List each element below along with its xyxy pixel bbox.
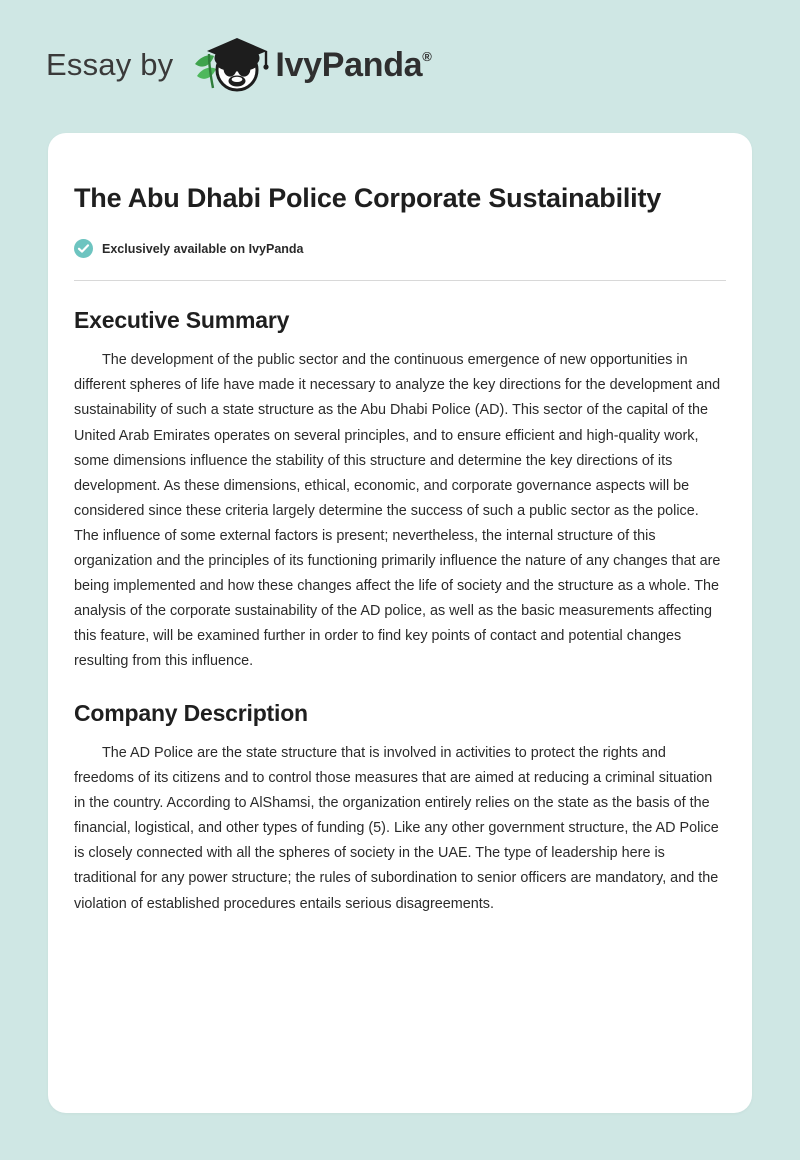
essay-by-label: Essay by bbox=[46, 47, 174, 82]
page-title: The Abu Dhabi Police Corporate Sustainability bbox=[74, 183, 662, 213]
section-heading: Executive Summary bbox=[74, 307, 290, 334]
section-paragraph: The AD Police are the state structure that is involved in activities to protect the rights and freedoms of its citizens and to control those measures that are aimed at reducing a criminal situation in the country. According to AlShamsi, the organization entirely relies on the state as the basis of the financial, logistical, and other types of funding (5). Like any other government structure, the AD Police is closely connected with all the spheres of society in the UAE. The type of leadership here is traditional for any power structure; the rules of subordination to senior officers are mandatory, and the violation of established procedures entails serious disagreements. bbox=[74, 745, 719, 912]
check-circle-icon bbox=[74, 239, 93, 258]
section-paragraph: The development of the public sector and the continuous emergence of new opportunities in different spheres of life have made it necessary to analyze the key directions for the development and sustainability of such a state structure as the Abu Dhabi Police (AD). This sector of the capital of the United Arab Emirates operates on several principles, and to ensure efficient and high-quality work, some dimensions influence the stability of this structure and determine the key directions of its development. As these dimensions, ethical, economic, and corporate governance aspects will be considered since these criteria largely determine the success of such a public sector as the police. The influence of some external factors is present; nevertheless, the internal structure of this organization and the principles of its functioning primarily influence the nature of any changes that are being implemented and how these changes affect the life of society and the structure as a whole. The analysis of the corporate sustainability of the AD police, as well as the basic measurements affecting this feature, will be examined further in order to find key points of contact and potential changes resulting from this influence. bbox=[74, 352, 721, 670]
section-company-description bbox=[74, 700, 726, 916]
document-body bbox=[74, 179, 726, 917]
title-divider bbox=[74, 280, 726, 281]
brand-name bbox=[275, 46, 431, 85]
brand-name-text: IvyPanda bbox=[275, 45, 423, 84]
exclusive-badge bbox=[74, 239, 726, 258]
panda-graduate-logo-icon bbox=[187, 34, 271, 96]
exclusive-badge-label: Exclusively available on IvyPanda bbox=[102, 241, 304, 256]
section-executive-summary bbox=[74, 307, 726, 674]
section-heading: Company Description bbox=[74, 700, 308, 727]
site-header bbox=[0, 0, 800, 92]
ivypanda-logo-link[interactable] bbox=[187, 34, 431, 96]
document-card bbox=[48, 133, 752, 1113]
brand-trademark: ® bbox=[422, 49, 432, 65]
